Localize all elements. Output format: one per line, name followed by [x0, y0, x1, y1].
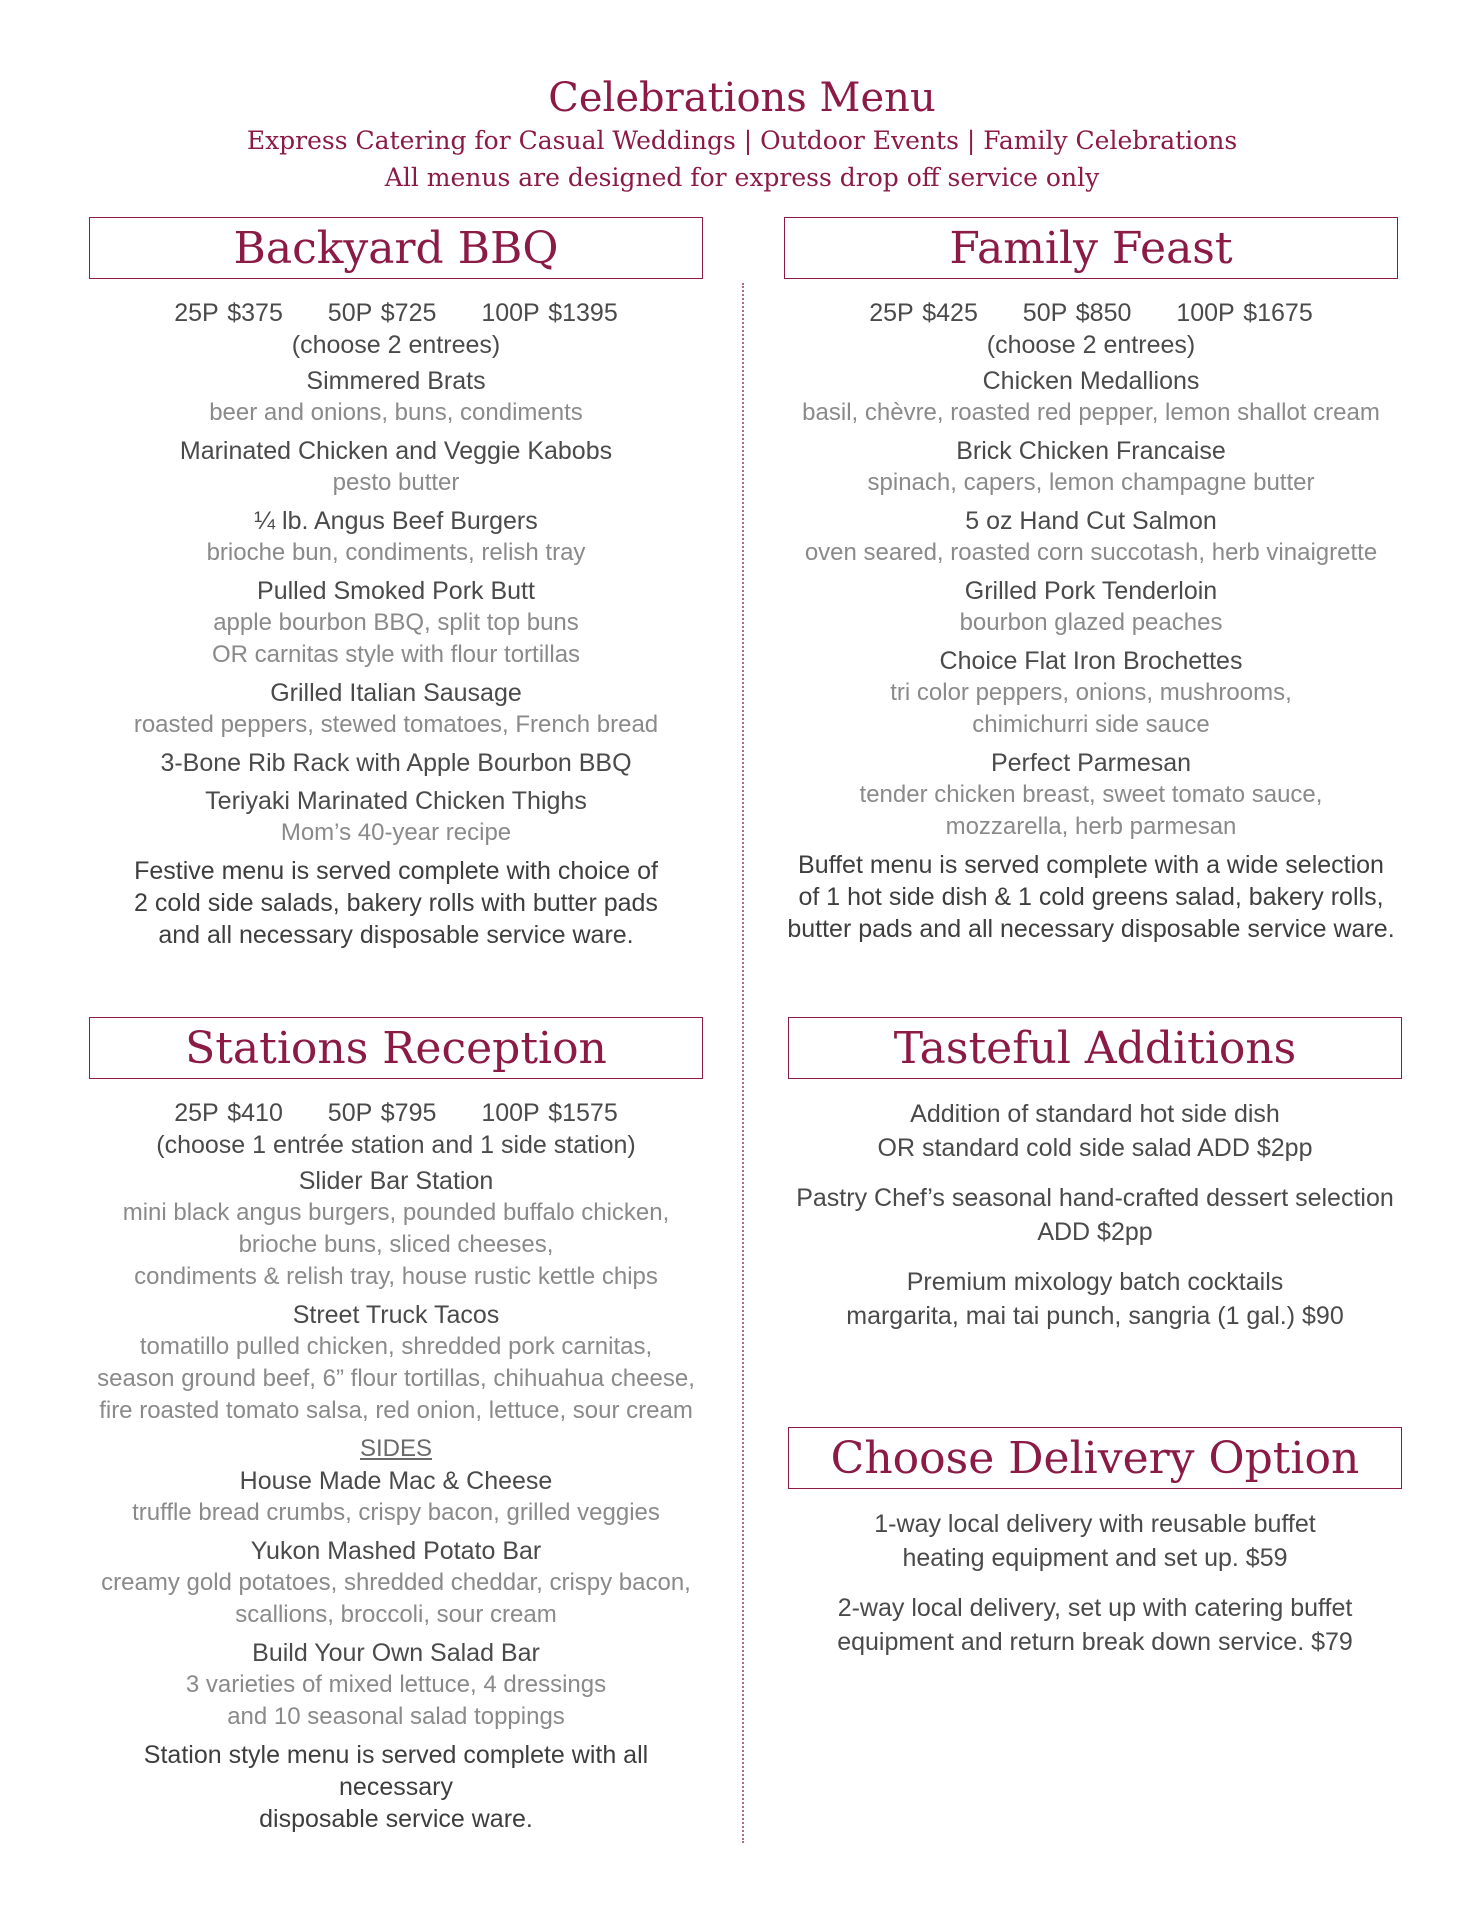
- item-description: spinach, capers, lemon champagne butter: [867, 469, 1315, 496]
- choose-note: (choose 2 entrees): [986, 331, 1196, 359]
- menu-item: [784, 365, 1398, 429]
- item-description: roasted peppers, stewed tomatoes, French bread: [133, 711, 659, 738]
- item-description: apple bourbon BBQ, split top buns: [213, 609, 579, 636]
- option-block: [788, 1097, 1402, 1165]
- menu-item: [89, 677, 703, 741]
- item-description: beer and onions, buns, condiments: [209, 399, 583, 426]
- item-description: tri color peppers, onions, mushrooms,: [890, 679, 1292, 706]
- stations-reception-section: [89, 1017, 703, 1835]
- menu-item: [784, 505, 1398, 569]
- menu-item: [89, 1637, 703, 1733]
- closing-line: of 1 hot side dish & 1 cold greens salad, bakery rolls,: [798, 883, 1384, 911]
- item-description: basil, chèvre, roasted red pepper, lemon shallot cream: [802, 399, 1380, 426]
- section-title: Family Feast: [784, 217, 1398, 279]
- item-name: Street Truck Tacos: [292, 1301, 500, 1329]
- closing-line: Station style menu is served complete with all necessary: [143, 1741, 649, 1801]
- menu-item: [784, 575, 1398, 639]
- option-block: [788, 1507, 1402, 1575]
- option-line: Pastry Chef’s seasonal hand-crafted dessert selection: [796, 1184, 1394, 1212]
- price-row: [784, 297, 1398, 329]
- option-line: 1-way local delivery with reusable buffet: [874, 1510, 1316, 1538]
- option-line: equipment and return break down service. $79: [837, 1628, 1353, 1656]
- menu-item: [89, 1535, 703, 1631]
- item-name: Brick Chicken Francaise: [956, 437, 1226, 465]
- station-items: [89, 1165, 703, 1427]
- menu-item: [89, 435, 703, 499]
- item-name: Pulled Smoked Pork Butt: [257, 577, 535, 605]
- item-description: and 10 seasonal salad toppings: [227, 1703, 565, 1730]
- item-description: scallions, broccoli, sour cream: [235, 1601, 557, 1628]
- price-25: 25P $375: [174, 299, 283, 327]
- option-line: margarita, mai tai punch, sangria (1 gal.) $90: [846, 1302, 1344, 1330]
- page-title: Celebrations Menu: [548, 75, 936, 121]
- addition-items: [788, 1097, 1402, 1333]
- page-subtitle: Express Catering for Casual Weddings | Outdoor Events | Family Celebrations: [246, 126, 1238, 155]
- price-100: 100P $1575: [481, 1099, 618, 1127]
- menu-item: [89, 575, 703, 671]
- closing-text: [89, 1739, 703, 1835]
- item-description: condiments & relish tray, house rustic kettle chips: [134, 1263, 658, 1290]
- menu-items: [89, 365, 703, 849]
- option-block: [788, 1591, 1402, 1659]
- price-25: 25P $425: [869, 299, 978, 327]
- item-description: OR carnitas style with flour tortillas: [211, 641, 581, 668]
- item-name: Slider Bar Station: [298, 1167, 494, 1195]
- price-100: 100P $1395: [481, 299, 618, 327]
- price-row: [89, 1097, 703, 1129]
- price-50: 50P $725: [327, 299, 437, 327]
- item-description: fire roasted tomato salsa, red onion, lettuce, sour cream: [99, 1397, 693, 1424]
- item-description: tender chicken breast, sweet tomato sauce,: [859, 781, 1323, 808]
- closing-line: 2 cold side salads, bakery rolls with butter pads: [134, 889, 658, 917]
- option-line: heating equipment and set up. $59: [902, 1544, 1288, 1572]
- item-name: Perfect Parmesan: [990, 749, 1192, 777]
- item-name: Choice Flat Iron Brochettes: [939, 647, 1243, 675]
- column-divider: [742, 283, 744, 1843]
- item-description: Mom’s 40-year recipe: [280, 819, 512, 846]
- page-header: [0, 74, 1484, 196]
- menu-item: [784, 645, 1398, 741]
- item-name: Teriyaki Marinated Chicken Thighs: [205, 787, 587, 815]
- item-name: Marinated Chicken and Veggie Kabobs: [179, 437, 613, 465]
- option-line: 2-way local delivery, set up with catering buffet: [837, 1594, 1353, 1622]
- closing-line: and all necessary disposable service ware.: [158, 921, 634, 949]
- closing-text: [784, 849, 1398, 945]
- menu-item: [89, 1465, 703, 1529]
- closing-line: butter pads and all necessary disposable service ware.: [787, 915, 1395, 943]
- item-description: truffle bread crumbs, crispy bacon, grilled veggies: [132, 1499, 660, 1526]
- closing-line: Festive menu is served complete with choice of: [134, 857, 658, 885]
- sides-heading: SIDES: [359, 1435, 433, 1462]
- menu-item: [784, 435, 1398, 499]
- choose-note: (choose 1 entrée station and 1 side station): [156, 1131, 636, 1159]
- item-description: pesto butter: [332, 469, 460, 496]
- item-description: season ground beef, 6” flour tortillas, chihuahua cheese,: [97, 1365, 695, 1392]
- menu-item: [784, 747, 1398, 843]
- item-description: brioche bun, condiments, relish tray: [206, 539, 586, 566]
- menu-item: [89, 365, 703, 429]
- item-description: oven seared, roasted corn succotash, herb vinaigrette: [804, 539, 1378, 566]
- item-name: Grilled Pork Tenderloin: [964, 577, 1218, 605]
- menu-item: [89, 747, 703, 779]
- item-description: brioche buns, sliced cheeses,: [238, 1231, 554, 1258]
- item-description: tomatillo pulled chicken, shredded pork carnitas,: [139, 1333, 653, 1360]
- delivery-section: [788, 1427, 1402, 1675]
- item-name: Build Your Own Salad Bar: [252, 1639, 540, 1667]
- menu-item: [89, 505, 703, 569]
- menu-item: [89, 1165, 703, 1293]
- item-name: Grilled Italian Sausage: [270, 679, 522, 707]
- closing-text: [89, 855, 703, 951]
- choose-note: (choose 2 entrees): [291, 331, 501, 359]
- service-note: All menus are designed for express drop off service only: [384, 163, 1100, 192]
- item-name: Chicken Medallions: [982, 367, 1200, 395]
- delivery-options: [788, 1507, 1402, 1659]
- option-line: OR standard cold side salad ADD $2pp: [877, 1134, 1313, 1162]
- item-description: bourbon glazed peaches: [959, 609, 1223, 636]
- backyard-bbq-section: [89, 217, 703, 951]
- item-description: chimichurri side sauce: [972, 711, 1210, 738]
- item-description: 3 varieties of mixed lettuce, 4 dressings: [185, 1671, 607, 1698]
- option-block: [788, 1181, 1402, 1249]
- item-name: 5 oz Hand Cut Salmon: [965, 507, 1217, 535]
- family-feast-section: [784, 217, 1398, 945]
- option-block: [788, 1265, 1402, 1333]
- option-line: Premium mixology batch cocktails: [906, 1268, 1284, 1296]
- price-100: 100P $1675: [1176, 299, 1313, 327]
- tasteful-additions-section: [788, 1017, 1402, 1349]
- side-items: [89, 1465, 703, 1733]
- item-description: creamy gold potatoes, shredded cheddar, crispy bacon,: [101, 1569, 691, 1596]
- item-name: 3-Bone Rib Rack with Apple Bourbon BBQ: [160, 749, 632, 777]
- item-description: mozzarella, herb parmesan: [945, 813, 1237, 840]
- menu-item: [89, 1299, 703, 1427]
- item-name: Yukon Mashed Potato Bar: [250, 1537, 542, 1565]
- section-title: Backyard BBQ: [89, 217, 703, 279]
- section-title: Choose Delivery Option: [788, 1427, 1402, 1489]
- item-name: House Made Mac & Cheese: [239, 1467, 553, 1495]
- option-line: ADD $2pp: [1037, 1218, 1153, 1246]
- menu-item: [89, 785, 703, 849]
- option-line: Addition of standard hot side dish: [910, 1100, 1280, 1128]
- closing-line: Buffet menu is served complete with a wide selection: [798, 851, 1384, 879]
- item-description: mini black angus burgers, pounded buffalo chicken,: [122, 1199, 670, 1226]
- price-50: 50P $795: [327, 1099, 437, 1127]
- item-name: ¼ lb. Angus Beef Burgers: [254, 507, 538, 535]
- price-50: 50P $850: [1022, 299, 1132, 327]
- price-25: 25P $410: [174, 1099, 283, 1127]
- menu-items: [784, 365, 1398, 843]
- section-title: Stations Reception: [89, 1017, 703, 1079]
- section-title: Tasteful Additions: [788, 1017, 1402, 1079]
- item-name: Simmered Brats: [306, 367, 486, 395]
- closing-line: disposable service ware.: [259, 1805, 533, 1833]
- price-row: [89, 297, 703, 329]
